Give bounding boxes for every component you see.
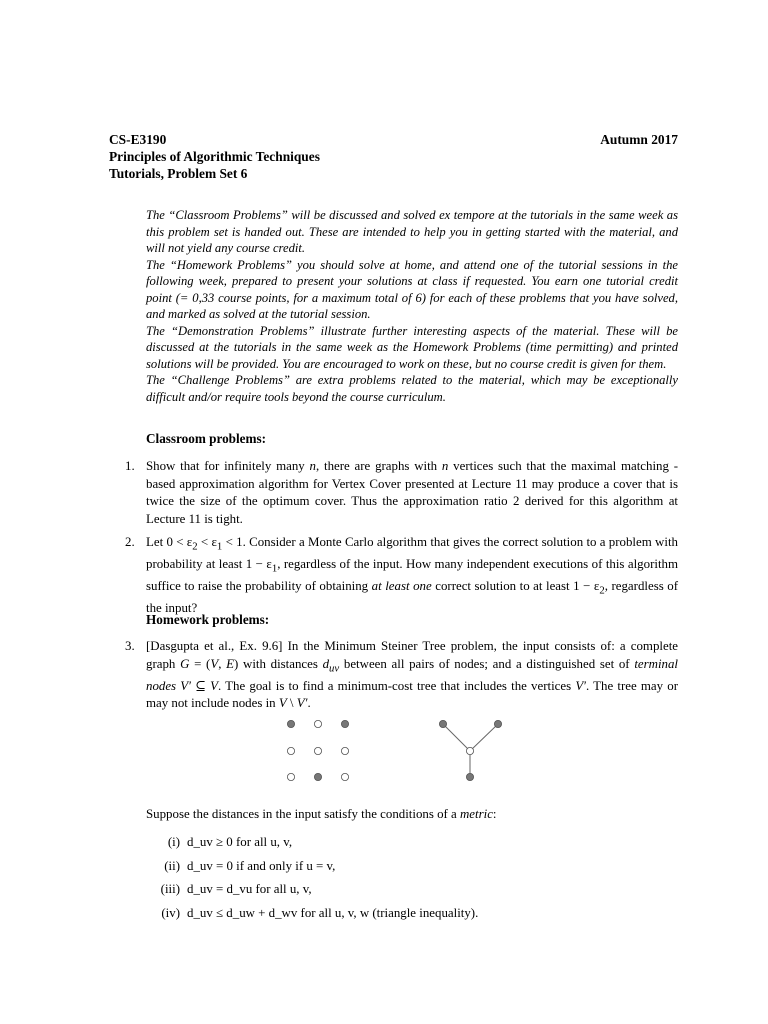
- instructions-block: [146, 207, 678, 406]
- tree-node-terminal: [494, 720, 501, 727]
- grid-node: [341, 747, 348, 754]
- document-subtitle: Tutorials, Problem Set 6: [109, 166, 248, 181]
- problem-number: 3.: [125, 639, 135, 653]
- intro-demonstration: The “Demonstration Problems” illustrate further interesting aspects of the material. These will be discussed at the tutorials in the same week as the Homework Problems (time permitting) and printed solutions will be provided. You are encouraged to work on these, but no course credit is given for them.: [146, 323, 678, 371]
- tree-edge: [443, 724, 470, 751]
- condition-text: d_uv = d_vu for all u, v,: [187, 882, 312, 896]
- term: Autumn 2017: [600, 132, 678, 147]
- condition-text: d_uv ≥ 0 for all u, v,: [187, 835, 293, 849]
- grid-node: [314, 747, 321, 754]
- tree-edge: [470, 724, 498, 751]
- section-heading-classroom: Classroom problems:: [146, 431, 267, 446]
- grid-node: [287, 773, 294, 780]
- problem-number: 2.: [125, 535, 135, 549]
- grid-node: [314, 720, 321, 727]
- condition: [146, 831, 478, 855]
- intro-homework: The “Homework Problems” you should solve at home, and attend one of the tutorial sessions in the following week, prepared to present your solutions at class if requested. You earn one tutorial credit point (= 0,33 course points, for a maximum total of 6) for each of these problems that you have solved, and marked as solved at the tutorial session.: [146, 257, 678, 322]
- tree-node-terminal: [439, 720, 446, 727]
- steiner-tree-figure: [275, 713, 515, 789]
- course-code: CS-E3190: [109, 132, 167, 147]
- condition-label: (iv): [161, 905, 180, 920]
- tree-node-steiner: [466, 747, 473, 754]
- grid-node-terminal: [314, 773, 321, 780]
- grid-node-terminal: [287, 720, 294, 727]
- grid-node: [287, 747, 294, 754]
- condition: [146, 878, 478, 902]
- problem-text: Show that for infinitely many n, there are graphs with n vertices such that the maximal matching -based approximation algorithm for Vertex Cover presented at Lecture 11 may produce a cover that is twice the size of the optimum cover. Thus the approximation ratio 2 derived for this algorithm at Lecture 11 is tight.: [146, 459, 678, 526]
- document-header: [109, 131, 678, 182]
- condition: [146, 855, 478, 879]
- course-name: Principles of Algorithmic Techniques: [109, 149, 320, 164]
- problem-3: [125, 638, 678, 713]
- problem-2: [125, 534, 678, 618]
- grid-node: [341, 773, 348, 780]
- node-grid: [287, 720, 348, 780]
- condition-label: (i): [167, 835, 180, 849]
- metric-intro: Suppose the distances in the input satisfy the conditions of a metric:: [146, 807, 497, 821]
- condition-label: (iii): [160, 882, 180, 896]
- problem-1: [125, 458, 678, 528]
- problem-number: 1.: [125, 459, 135, 473]
- metric-conditions: [146, 831, 478, 925]
- grid-node-terminal: [341, 720, 348, 727]
- condition-text: d_uv ≤ d_uw + d_wv for all u, v, w (triangle inequality).: [187, 905, 479, 920]
- intro-classroom: The “Classroom Problems” will be discussed and solved ex tempore at the tutorials in the same week as this problem set is handed out. These are intended to help you in getting started with the material, and will not yield any course credit.: [146, 208, 678, 256]
- condition-text: d_uv = 0 if and only if u = v,: [187, 858, 336, 873]
- condition: [146, 902, 478, 926]
- steiner-tree: [439, 720, 501, 780]
- tree-node-terminal: [466, 773, 473, 780]
- problem-text: Let $0 < \varepsilon_2 < \varepsilon_1 < 1$. Consider a Monte Carlo algorithm that gives the correct solution to a problem with probability at least $1 - \varepsilon_1$, regardless of the input. How many independent executions of this algorithm suffice to raise the probability of obtaining at least one correct solution to at least $1 - \varepsilon_2$, regardless of the input?: [146, 535, 678, 616]
- section-heading-homework: Homework problems:: [146, 612, 270, 627]
- problem-text: [Dasgupta et al., Ex. 9.6] In the Minimum Steiner Tree problem, the input consists of: a complete graph G = (V, E) with distances $d_{uv}$ between all pairs of nodes; and a distinguished set of terminal nodes V′ ⊆ V. The goal is to find a minimum-cost tree that includes the vertices V′. The tree may or may not include nodes in V \ V′.: [146, 639, 679, 711]
- intro-challenge: The “Challenge Problems” are extra problems related to the material, which may be exceptionally difficult and/or require tools beyond the course curriculum.: [146, 373, 678, 405]
- condition-label: (ii): [164, 858, 180, 873]
